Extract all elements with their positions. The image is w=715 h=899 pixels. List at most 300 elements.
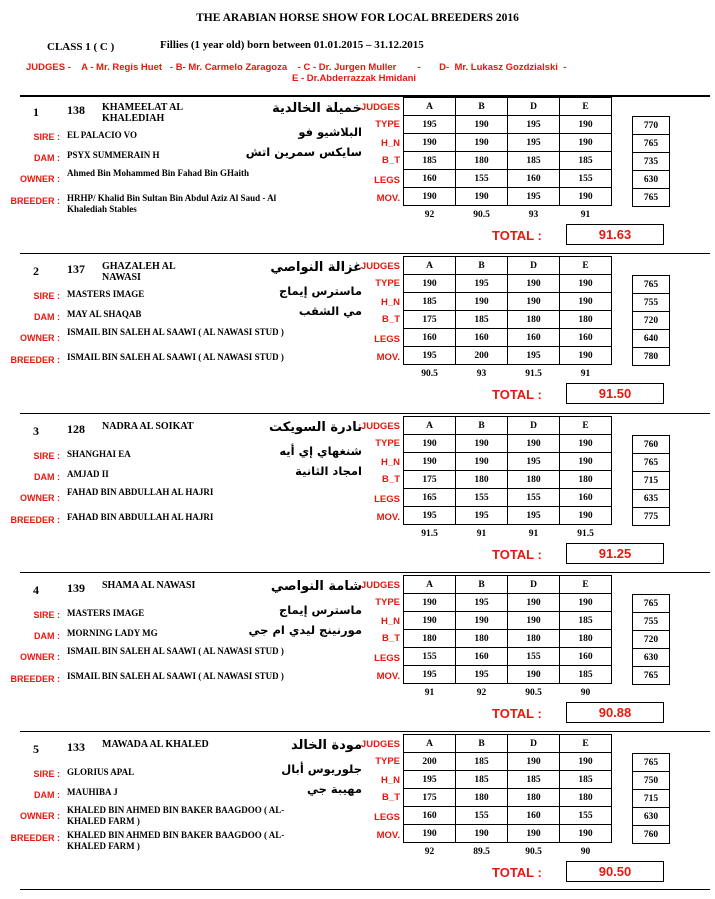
horse-number: 128 <box>67 422 85 436</box>
score-cell: 195 <box>456 666 508 684</box>
score-cell: 190 <box>560 825 612 843</box>
row-totals <box>632 275 670 366</box>
judges-label: JUDGES <box>360 261 400 272</box>
legs-scores <box>404 170 612 188</box>
score-cell: 195 <box>404 116 456 134</box>
sire-name-arabic: ماسترس إيماج <box>278 603 362 617</box>
type-label: TYPE <box>375 756 400 767</box>
movement-label: MOV. <box>376 830 400 841</box>
score-cell: 195 <box>404 666 456 684</box>
hn-scores <box>404 612 612 630</box>
score-cell: E <box>560 735 612 753</box>
type-scores <box>404 116 612 134</box>
row-total-cell: 635 <box>633 490 670 508</box>
type-label: TYPE <box>375 597 400 608</box>
owner-label: OWNER : <box>20 174 60 184</box>
horse-name: MAWADA AL KHALED <box>102 739 209 750</box>
owner-name: KHALED BIN AHMED BIN BAKER BAAGDOO ( AL-KHALED FARM ) <box>67 805 285 826</box>
type-label: TYPE <box>375 278 400 289</box>
dam-name: MORNING LADY MG <box>67 628 158 638</box>
row-total-cell: 630 <box>633 808 670 826</box>
total-score: 91.25 <box>566 543 664 564</box>
judges-label: JUDGES <box>360 580 400 591</box>
score-cell: 180 <box>508 630 560 648</box>
score-cell: E <box>560 576 612 594</box>
legs-scores <box>404 329 612 347</box>
class-subtitle: Fillies (1 year old) born between 01.01.2015 – 31.12.2015 <box>160 39 424 51</box>
score-cell: 160 <box>404 170 456 188</box>
score-cell: 190 <box>508 293 560 311</box>
score-cell: B <box>456 98 508 116</box>
score-cell: 155 <box>456 489 508 507</box>
score-cell: 190 <box>456 116 508 134</box>
score-cell: 91.5 <box>577 528 594 539</box>
score-cell: 190 <box>404 612 456 630</box>
sire-name: GLORIUS APAL <box>67 767 135 777</box>
score-cell: 160 <box>560 489 612 507</box>
score-cell: 91 <box>580 209 591 220</box>
body-topline-label: B_T <box>382 474 400 485</box>
bt-scores <box>404 152 612 170</box>
score-cell: 190 <box>508 612 560 630</box>
score-cell: A <box>404 98 456 116</box>
dam-name-arabic: مهيبة جي <box>306 782 362 796</box>
breeder-label: BREEDER : <box>10 196 60 206</box>
score-cell: 195 <box>456 275 508 293</box>
score-cell: B <box>456 735 508 753</box>
row-total-cell: 765 <box>633 595 670 613</box>
row-total-cell: 760 <box>633 436 670 454</box>
breeder-label: BREEDER : <box>10 833 60 843</box>
horse-name-arabic: شامة النواصي <box>270 579 362 594</box>
score-cell: 160 <box>508 329 560 347</box>
dam-name: MAUHIBA J <box>67 787 118 797</box>
score-cell: A <box>404 735 456 753</box>
score-cell: 180 <box>560 630 612 648</box>
row-total-cell: 765 <box>633 754 670 772</box>
sire-name-arabic: البلاشيو فو <box>298 125 362 139</box>
hn-scores <box>404 771 612 789</box>
score-cell: 91.5 <box>525 368 542 379</box>
score-cell: 180 <box>560 471 612 489</box>
owner-name: ISMAIL BIN SALEH AL SAAWI ( AL NAWASI STUD ) <box>67 646 284 656</box>
score-cell: 190 <box>404 453 456 471</box>
score-cell: 90.5 <box>525 846 542 857</box>
score-cell: A <box>404 417 456 435</box>
head-neck-label: H_N <box>380 138 400 149</box>
judges-list-continued: E - Dr.Abderrazzak Hmidani <box>292 73 417 84</box>
score-cell: 190 <box>508 825 560 843</box>
score-cell: 180 <box>508 311 560 329</box>
document-title: THE ARABIAN HORSE SHOW FOR LOCAL BREEDERS 2016 <box>196 12 519 24</box>
score-cell: 195 <box>508 453 560 471</box>
horse-name-arabic: نادرة السويكت <box>268 420 362 435</box>
entry-block <box>0 97 715 257</box>
score-cell: 175 <box>404 789 456 807</box>
score-cell: 90.5 <box>525 687 542 698</box>
score-cell: 92 <box>424 846 435 857</box>
row-total-cell: 765 <box>633 276 670 294</box>
score-cell: 90.5 <box>421 368 438 379</box>
legs-label: LEGS <box>374 812 400 823</box>
sire-label: SIRE : <box>33 451 60 461</box>
horse-name: GHAZALEH AL NAWASI <box>102 261 176 283</box>
judges-list: JUDGES - A - Mr. Regis Huet - B- Mr. Carmelo Zaragoza - C - Dr. Jurgen Muller - D- Mr. Lukasz Gozdzialski - <box>26 62 567 73</box>
bt-scores <box>404 789 612 807</box>
bt-scores <box>404 471 612 489</box>
horse-name-arabic: خميلة الخالدية <box>272 101 362 116</box>
row-total-cell: 770 <box>633 117 670 135</box>
score-cell: 180 <box>560 789 612 807</box>
dam-label: DAM : <box>34 790 60 800</box>
sire-name-arabic: ماسترس إيماج <box>278 284 362 298</box>
judges-label: JUDGES <box>360 102 400 113</box>
entry-block <box>0 416 715 576</box>
score-cell: A <box>404 576 456 594</box>
score-cell: 195 <box>456 507 508 525</box>
owner-name: ISMAIL BIN SALEH AL SAAWI ( AL NAWASI STUD ) <box>67 327 284 337</box>
score-cell: 190 <box>456 825 508 843</box>
score-cell: 185 <box>404 293 456 311</box>
movement-label: MOV. <box>376 671 400 682</box>
score-cell: 90 <box>580 846 591 857</box>
score-cell: 200 <box>404 753 456 771</box>
horse-number: 133 <box>67 740 85 754</box>
entry-block <box>0 256 715 416</box>
score-cell: 180 <box>404 630 456 648</box>
score-cell: 160 <box>560 329 612 347</box>
owner-name: FAHAD BIN ABDULLAH AL HAJRI <box>67 487 214 497</box>
movement-label: MOV. <box>376 512 400 523</box>
score-cell: 190 <box>404 825 456 843</box>
total-label: TOTAL : <box>492 547 542 562</box>
owner-label: OWNER : <box>20 493 60 503</box>
sire-name: MASTERS IMAGE <box>67 289 145 299</box>
judge-header <box>404 417 612 435</box>
sire-label: SIRE : <box>33 132 60 142</box>
score-cell: D <box>508 417 560 435</box>
row-total-cell: 720 <box>633 631 670 649</box>
dam-name-arabic: مي الشقب <box>298 304 362 318</box>
score-cell: D <box>508 735 560 753</box>
average-scores <box>404 843 612 861</box>
score-cell: 180 <box>456 630 508 648</box>
bt-scores <box>404 311 612 329</box>
score-cell: 155 <box>560 170 612 188</box>
score-cell: E <box>560 417 612 435</box>
dam-name: PSYX SUMMERAIN H <box>67 150 160 160</box>
head-neck-label: H_N <box>380 457 400 468</box>
score-cell: 190 <box>508 594 560 612</box>
score-cell: 190 <box>560 116 612 134</box>
score-cell: 160 <box>508 170 560 188</box>
judge-header <box>404 257 612 275</box>
hn-scores <box>404 293 612 311</box>
row-total-cell: 755 <box>633 294 670 312</box>
judge-header <box>404 98 612 116</box>
score-cell: 89.5 <box>473 846 490 857</box>
average-scores <box>404 206 612 224</box>
body-topline-label: B_T <box>382 633 400 644</box>
breeder-label: BREEDER : <box>10 355 60 365</box>
movement-label: MOV. <box>376 352 400 363</box>
legs-label: LEGS <box>374 653 400 664</box>
score-cell: 180 <box>456 152 508 170</box>
row-total-cell: 765 <box>633 667 670 685</box>
score-cell: 190 <box>560 435 612 453</box>
mov-scores <box>404 825 612 843</box>
score-cell: 190 <box>508 275 560 293</box>
sire-label: SIRE : <box>33 769 60 779</box>
legs-scores <box>404 807 612 825</box>
legs-label: LEGS <box>374 175 400 186</box>
total-label: TOTAL : <box>492 706 542 721</box>
type-scores <box>404 753 612 771</box>
score-cell: 190 <box>456 435 508 453</box>
score-cell: 190 <box>404 134 456 152</box>
legs-scores <box>404 648 612 666</box>
dam-label: DAM : <box>34 472 60 482</box>
score-cell: 190 <box>560 293 612 311</box>
score-cell: 195 <box>404 507 456 525</box>
movement-label: MOV. <box>376 193 400 204</box>
score-cell: B <box>456 417 508 435</box>
head-neck-label: H_N <box>380 297 400 308</box>
score-cell: 195 <box>508 116 560 134</box>
row-total-cell: 640 <box>633 330 670 348</box>
breeder-name: KHALED BIN AHMED BIN BAKER BAAGDOO ( AL-KHALED FARM ) <box>67 830 285 851</box>
mov-scores <box>404 188 612 206</box>
sire-name: SHANGHAI EA <box>67 449 131 459</box>
breeder-name: HRHP/ Khalid Bin Sultan Bin Abdul Aziz Al Saud - Al Khalediah Stables <box>67 193 277 214</box>
row-total-cell: 630 <box>633 649 670 667</box>
score-cell: 185 <box>508 152 560 170</box>
total-score: 91.63 <box>566 224 664 245</box>
sire-label: SIRE : <box>33 291 60 301</box>
row-totals <box>632 594 670 685</box>
score-cell: 185 <box>456 311 508 329</box>
score-cell: 165 <box>404 489 456 507</box>
score-cell: 160 <box>404 807 456 825</box>
row-total-cell: 630 <box>633 171 670 189</box>
row-total-cell: 765 <box>633 189 670 207</box>
type-scores <box>404 275 612 293</box>
row-total-cell: 715 <box>633 790 670 808</box>
average-scores <box>404 684 612 702</box>
score-cell: 195 <box>508 134 560 152</box>
row-total-cell: 715 <box>633 472 670 490</box>
row-total-cell: 720 <box>633 312 670 330</box>
owner-label: OWNER : <box>20 811 60 821</box>
score-cell: 195 <box>508 188 560 206</box>
score-cell: 190 <box>508 753 560 771</box>
score-cell: 175 <box>404 311 456 329</box>
score-cell: D <box>508 576 560 594</box>
type-scores <box>404 594 612 612</box>
score-cell: 190 <box>560 594 612 612</box>
horse-name: NADRA AL SOIKAT <box>102 421 194 432</box>
score-cell: 190 <box>404 435 456 453</box>
score-cell: 195 <box>404 771 456 789</box>
entry-rank: 2 <box>33 264 39 278</box>
breeder-label: BREEDER : <box>10 515 60 525</box>
dam-name: AMJAD II <box>67 469 109 479</box>
entry-block <box>0 575 715 735</box>
body-topline-label: B_T <box>382 792 400 803</box>
score-cell: 175 <box>404 471 456 489</box>
score-cell: 185 <box>456 771 508 789</box>
score-cell: 185 <box>560 152 612 170</box>
entry-block <box>0 734 715 894</box>
legs-scores <box>404 489 612 507</box>
total-label: TOTAL : <box>492 228 542 243</box>
total-score: 90.88 <box>566 702 664 723</box>
score-table <box>403 97 612 223</box>
score-cell: 160 <box>456 648 508 666</box>
score-cell: 200 <box>456 347 508 365</box>
score-cell: 185 <box>404 152 456 170</box>
body-topline-label: B_T <box>382 155 400 166</box>
score-cell: 180 <box>508 471 560 489</box>
score-cell: 93 <box>476 368 487 379</box>
row-totals <box>632 435 670 526</box>
score-cell: 155 <box>456 170 508 188</box>
breeder-label: BREEDER : <box>10 674 60 684</box>
row-totals <box>632 753 670 844</box>
horse-number: 137 <box>67 262 85 276</box>
mov-scores <box>404 666 612 684</box>
score-cell: 91 <box>476 528 487 539</box>
owner-label: OWNER : <box>20 652 60 662</box>
score-cell: B <box>456 257 508 275</box>
dam-label: DAM : <box>34 153 60 163</box>
score-cell: 190 <box>456 134 508 152</box>
dam-label: DAM : <box>34 631 60 641</box>
row-total-cell: 780 <box>633 348 670 366</box>
row-total-cell: 760 <box>633 826 670 844</box>
average-scores <box>404 365 612 383</box>
score-cell: 91 <box>528 528 539 539</box>
score-cell: 190 <box>456 293 508 311</box>
head-neck-label: H_N <box>380 775 400 786</box>
horse-number: 139 <box>67 581 85 595</box>
score-cell: 91 <box>580 368 591 379</box>
score-cell: 190 <box>560 188 612 206</box>
score-cell: 195 <box>404 347 456 365</box>
entry-rank: 4 <box>33 583 39 597</box>
score-cell: 195 <box>456 594 508 612</box>
score-cell: 190 <box>404 275 456 293</box>
score-cell: 155 <box>560 807 612 825</box>
legs-label: LEGS <box>374 334 400 345</box>
score-cell: 190 <box>560 453 612 471</box>
score-cell: 190 <box>560 347 612 365</box>
score-cell: 155 <box>508 489 560 507</box>
score-cell: 91.5 <box>421 528 438 539</box>
breeder-name: FAHAD BIN ABDULLAH AL HAJRI <box>67 512 214 522</box>
score-cell: 185 <box>508 771 560 789</box>
head-neck-label: H_N <box>380 616 400 627</box>
score-cell: 190 <box>404 594 456 612</box>
total-label: TOTAL : <box>492 865 542 880</box>
score-cell: 190 <box>508 666 560 684</box>
score-cell: 190 <box>560 134 612 152</box>
score-cell: 155 <box>508 648 560 666</box>
dam-name: MAY AL SHAQAB <box>67 309 142 319</box>
score-cell: 195 <box>508 507 560 525</box>
score-cell: 190 <box>560 275 612 293</box>
breeder-name: ISMAIL BIN SALEH AL SAAWI ( AL NAWASI STUD ) <box>67 671 284 681</box>
class-label: CLASS 1 ( C ) <box>47 41 115 53</box>
dam-name-arabic: امجاد الثانية <box>295 464 362 478</box>
score-table <box>403 575 612 701</box>
score-cell: 185 <box>560 771 612 789</box>
score-cell: 90.5 <box>473 209 490 220</box>
score-table <box>403 416 612 542</box>
entry-rank: 5 <box>33 742 39 756</box>
score-cell: 180 <box>560 311 612 329</box>
hn-scores <box>404 453 612 471</box>
dam-name-arabic: مورنينج ليدي ام جي <box>248 623 362 637</box>
score-table <box>403 256 612 382</box>
score-cell: 155 <box>456 807 508 825</box>
score-cell: E <box>560 98 612 116</box>
score-cell: 190 <box>560 753 612 771</box>
hn-scores <box>404 134 612 152</box>
score-cell: E <box>560 257 612 275</box>
score-cell: B <box>456 576 508 594</box>
horse-name-arabic: مودة الخالد <box>290 738 362 753</box>
sire-name: MASTERS IMAGE <box>67 608 145 618</box>
score-cell: D <box>508 98 560 116</box>
breeder-name: ISMAIL BIN SALEH AL SAAWI ( AL NAWASI STUD ) <box>67 352 284 362</box>
score-cell: 91 <box>424 687 435 698</box>
total-score: 91.50 <box>566 383 664 404</box>
row-total-cell: 765 <box>633 454 670 472</box>
score-cell: 180 <box>456 789 508 807</box>
horse-name: SHAMA AL NAWASI <box>102 580 196 591</box>
dam-label: DAM : <box>34 312 60 322</box>
horse-name-arabic: غزالة النواصي <box>270 260 362 275</box>
score-cell: 90 <box>580 687 591 698</box>
bt-scores <box>404 630 612 648</box>
score-cell: D <box>508 257 560 275</box>
dam-name-arabic: سايكس سمرين اتش <box>245 145 362 159</box>
score-cell: 92 <box>424 209 435 220</box>
average-scores <box>404 525 612 543</box>
score-cell: 190 <box>456 453 508 471</box>
sire-name-arabic: شنغهاي إي أيه <box>279 444 362 458</box>
total-score: 90.50 <box>566 861 664 882</box>
mov-scores <box>404 347 612 365</box>
type-label: TYPE <box>375 119 400 130</box>
score-table <box>403 734 612 860</box>
horse-name: KHAMEELAT AL KHALEDIAH <box>102 102 183 124</box>
judge-header <box>404 576 612 594</box>
score-cell: 190 <box>456 612 508 630</box>
entry-rank: 1 <box>33 105 39 119</box>
body-topline-label: B_T <box>382 314 400 325</box>
mov-scores <box>404 507 612 525</box>
row-total-cell: 735 <box>633 153 670 171</box>
score-cell: 185 <box>560 666 612 684</box>
score-cell: 155 <box>404 648 456 666</box>
score-cell: 185 <box>456 753 508 771</box>
sire-label: SIRE : <box>33 610 60 620</box>
owner-name: Ahmed Bin Mohammed Bin Fahad Bin GHaith <box>67 168 250 178</box>
type-label: TYPE <box>375 438 400 449</box>
score-cell: 190 <box>404 188 456 206</box>
